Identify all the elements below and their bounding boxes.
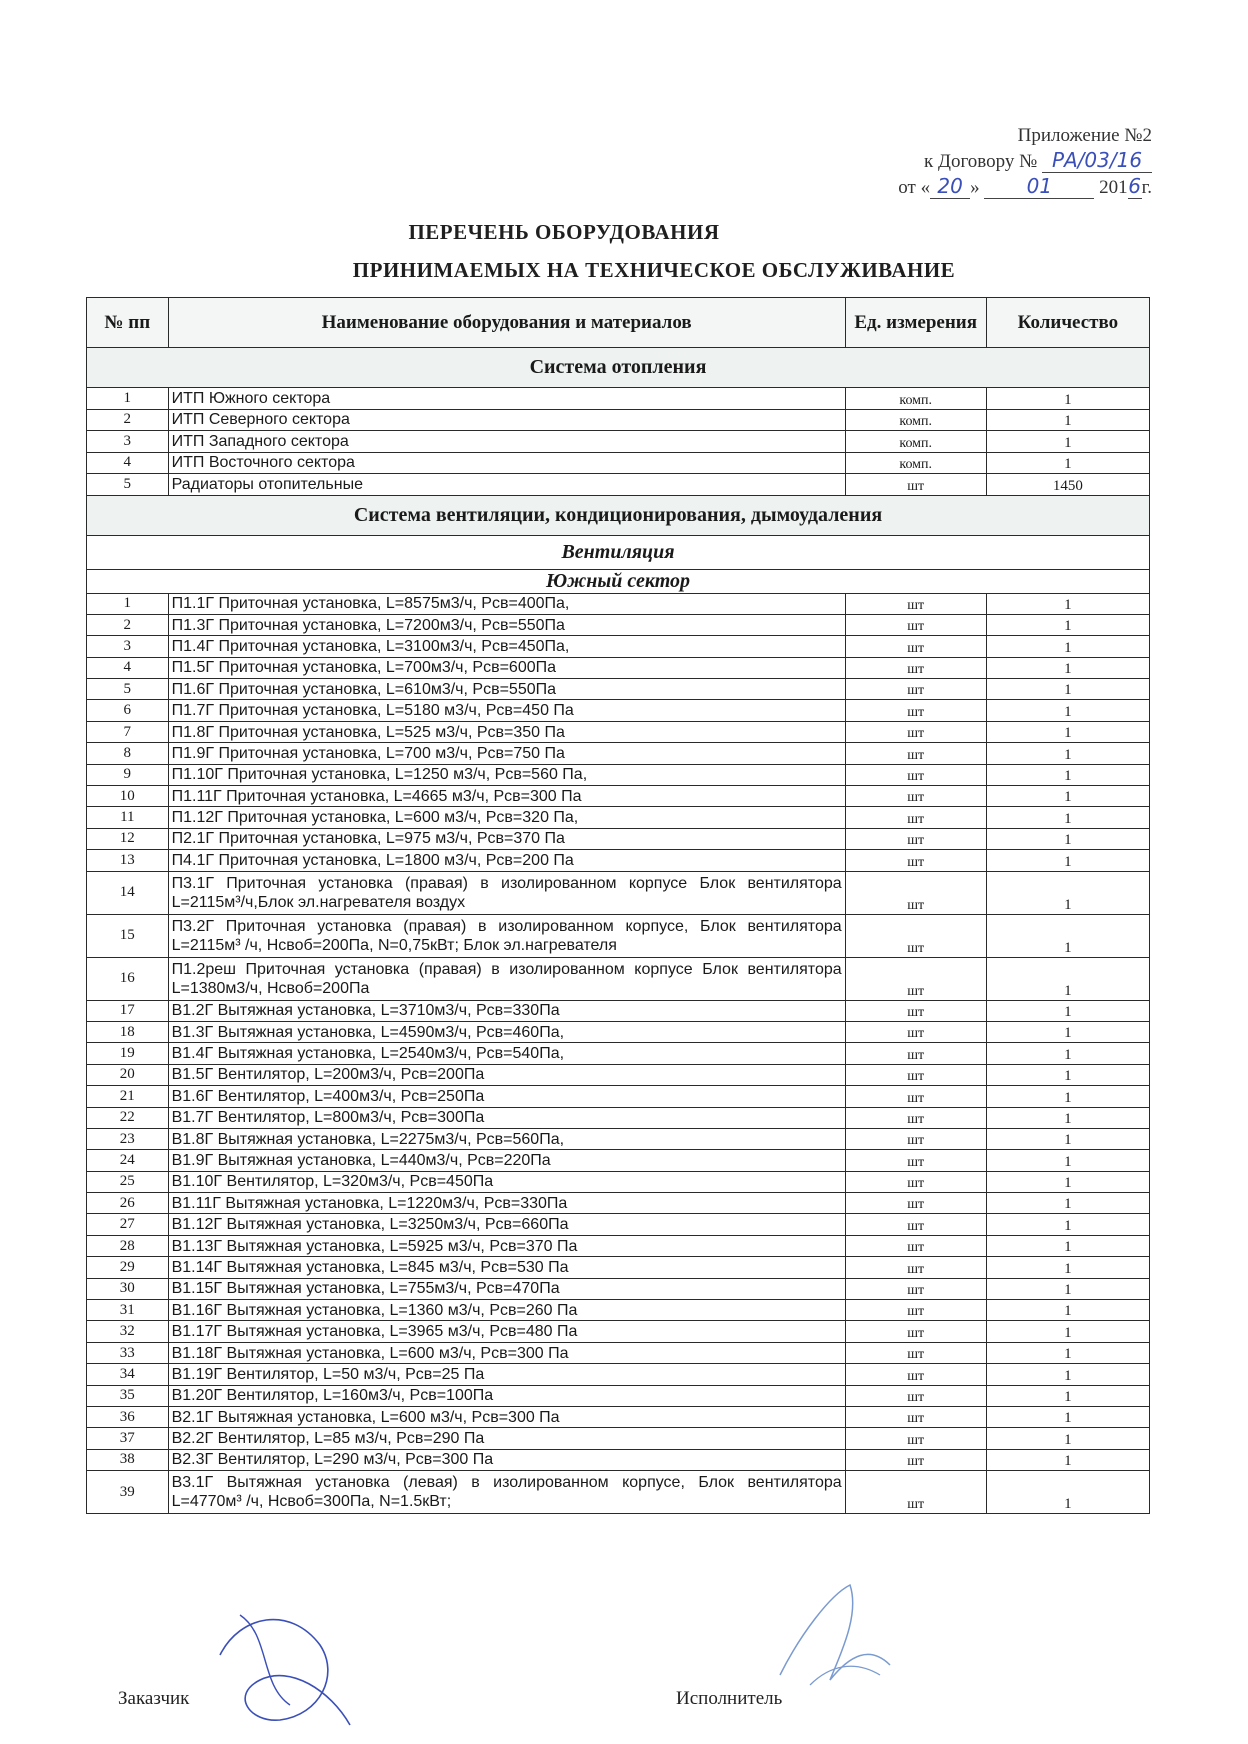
contract-line xyxy=(898,148,1152,174)
row-unit: шт xyxy=(845,1128,986,1149)
row-quantity: 1 xyxy=(986,850,1149,871)
section-heating xyxy=(87,348,1150,388)
row-number: 31 xyxy=(87,1300,169,1321)
table-row xyxy=(87,743,1150,764)
table-row xyxy=(87,1193,1150,1214)
row-name: П2.1Г Приточная установка, L=975 м3/ч, Pсв=370 Па xyxy=(168,828,845,849)
date-mid: » xyxy=(970,177,980,198)
row-quantity: 1 xyxy=(986,786,1149,807)
row-number: 29 xyxy=(87,1257,169,1278)
date-day: 20 xyxy=(930,174,970,199)
row-name: В1.2Г Вытяжная установка, L=3710м3/ч, Pсв=330Па xyxy=(168,1000,845,1021)
row-unit: шт xyxy=(845,828,986,849)
table-row xyxy=(87,452,1150,474)
row-number: 14 xyxy=(87,871,169,914)
row-quantity: 1450 xyxy=(986,474,1149,496)
row-unit: шт xyxy=(845,764,986,785)
row-quantity: 1 xyxy=(986,871,1149,914)
row-number: 1 xyxy=(87,593,169,614)
row-quantity: 1 xyxy=(986,1193,1149,1214)
row-quantity: 1 xyxy=(986,1342,1149,1363)
table-row xyxy=(87,1428,1150,1449)
table-row xyxy=(87,1128,1150,1149)
appendix-block xyxy=(898,124,1152,200)
row-unit: шт xyxy=(845,957,986,1000)
row-name: ИТП Восточного сектора xyxy=(168,452,845,474)
row-unit: шт xyxy=(845,593,986,614)
row-name: В1.13Г Вытяжная установка, L=5925 м3/ч, Pсв=370 Па xyxy=(168,1235,845,1256)
table-row xyxy=(87,1471,1150,1514)
table-row xyxy=(87,850,1150,871)
customer-label: Заказчик xyxy=(118,1688,190,1709)
row-number: 8 xyxy=(87,743,169,764)
row-name: В1.7Г Вентилятор, L=800м3/ч, Pсв=300Па xyxy=(168,1107,845,1128)
row-name: П4.1Г Приточная установка, L=1800 м3/ч, Pсв=200 Па xyxy=(168,850,845,871)
row-number: 2 xyxy=(87,614,169,635)
table-row xyxy=(87,409,1150,431)
row-quantity: 1 xyxy=(986,764,1149,785)
row-name: В1.10Г Вентилятор, L=320м3/ч, Pсв=450Па xyxy=(168,1171,845,1192)
document-subtitle: ПРИНИМАЕМЫХ НА ТЕХНИЧЕСКОЕ ОБСЛУЖИВАНИЕ xyxy=(352,258,956,282)
row-name: П3.2Г Приточная установка (правая) в изолированном корпусе, Блок вентилятора L=2115м³ /ч, Нсвоб=200Па, N=0,75кВт; Блок эл.нагревателя xyxy=(168,914,845,957)
row-name: Радиаторы отопительные xyxy=(168,474,845,496)
row-name: В1.4Г Вытяжная установка, L=2540м3/ч, Pсв=540Па, xyxy=(168,1043,845,1064)
row-quantity: 1 xyxy=(986,1257,1149,1278)
row-number: 25 xyxy=(87,1171,169,1192)
row-unit: шт xyxy=(845,807,986,828)
row-unit: шт xyxy=(845,871,986,914)
row-number: 5 xyxy=(87,679,169,700)
row-unit: шт xyxy=(845,1043,986,1064)
row-number: 34 xyxy=(87,1364,169,1385)
year-digit: 6 xyxy=(1128,174,1141,198)
row-unit: шт xyxy=(845,636,986,657)
section-ventilation xyxy=(87,495,1150,535)
row-quantity: 1 xyxy=(986,1150,1149,1171)
header-qty: Количество xyxy=(986,298,1149,348)
row-quantity: 1 xyxy=(986,1407,1149,1428)
row-name: П1.11Г Приточная установка, L=4665 м3/ч, Pсв=300 Па xyxy=(168,786,845,807)
row-unit: шт xyxy=(845,1321,986,1342)
table-header-row xyxy=(87,298,1150,348)
row-name: В1.16Г Вытяжная установка, L=1360 м3/ч, Pсв=260 Па xyxy=(168,1300,845,1321)
row-quantity: 1 xyxy=(986,1086,1149,1107)
row-number: 23 xyxy=(87,1128,169,1149)
row-name: П1.4Г Приточная установка, L=3100м3/ч, Pсв=450Па, xyxy=(168,636,845,657)
header-num: № пп xyxy=(87,298,169,348)
subsection-ventilation xyxy=(87,535,1150,569)
table-row xyxy=(87,1300,1150,1321)
table-row xyxy=(87,1364,1150,1385)
row-unit: шт xyxy=(845,1214,986,1235)
row-number: 22 xyxy=(87,1107,169,1128)
table-row xyxy=(87,1107,1150,1128)
row-quantity: 1 xyxy=(986,1321,1149,1342)
row-quantity: 1 xyxy=(986,807,1149,828)
table-row xyxy=(87,636,1150,657)
row-unit: шт xyxy=(845,1449,986,1470)
row-number: 12 xyxy=(87,828,169,849)
row-number: 11 xyxy=(87,807,169,828)
row-name: П1.9Г Приточная установка, L=700 м3/ч, Pсв=750 Па xyxy=(168,743,845,764)
row-quantity: 1 xyxy=(986,828,1149,849)
row-unit: шт xyxy=(845,1407,986,1428)
row-quantity: 1 xyxy=(986,1235,1149,1256)
year-prefix: 201 xyxy=(1099,177,1128,198)
row-name: В2.2Г Вентилятор, L=85 м3/ч, Pсв=290 Па xyxy=(168,1428,845,1449)
row-quantity: 1 xyxy=(986,1278,1149,1299)
row-number: 33 xyxy=(87,1342,169,1363)
header-name: Наименование оборудования и материалов xyxy=(168,298,845,348)
row-number: 6 xyxy=(87,700,169,721)
row-name: П3.1Г Приточная установка (правая) в изолированном корпусе Блок вентилятора L=2115м³/ч,Блок эл.нагревателя воздух xyxy=(168,871,845,914)
row-unit: шт xyxy=(845,786,986,807)
row-number: 4 xyxy=(87,657,169,678)
row-number: 9 xyxy=(87,764,169,785)
row-name: ИТП Северного сектора xyxy=(168,409,845,431)
document-title: ПЕРЕЧЕНЬ ОБОРУДОВАНИЯ xyxy=(408,220,720,244)
row-quantity: 1 xyxy=(986,1385,1149,1406)
table-row xyxy=(87,1043,1150,1064)
row-name: ИТП Западного сектора xyxy=(168,431,845,453)
row-number: 3 xyxy=(87,636,169,657)
table-row xyxy=(87,1214,1150,1235)
contract-number: РА/03/16 xyxy=(1042,148,1152,173)
table-row xyxy=(87,700,1150,721)
row-quantity: 1 xyxy=(986,636,1149,657)
row-unit: шт xyxy=(845,1300,986,1321)
row-name: ИТП Южного сектора xyxy=(168,388,845,410)
year-suffix: г. xyxy=(1141,177,1152,198)
row-number: 10 xyxy=(87,786,169,807)
row-name: П1.7Г Приточная установка, L=5180 м3/ч, Pсв=450 Па xyxy=(168,700,845,721)
row-quantity: 1 xyxy=(986,1471,1149,1514)
row-name: В3.1Г Вытяжная установка (левая) в изолированном корпусе, Блок вентилятора L=4770м³ /ч, Нсвоб=300Па, N=1.5кВт; xyxy=(168,1471,845,1514)
row-number: 26 xyxy=(87,1193,169,1214)
row-quantity: 1 xyxy=(986,721,1149,742)
row-number: 36 xyxy=(87,1407,169,1428)
table-row xyxy=(87,1235,1150,1256)
row-quantity: 1 xyxy=(986,1064,1149,1085)
table-row xyxy=(87,1000,1150,1021)
row-name: В1.9Г Вытяжная установка, L=440м3/ч, Pсв=220Па xyxy=(168,1150,845,1171)
row-quantity: 1 xyxy=(986,1300,1149,1321)
row-quantity: 1 xyxy=(986,914,1149,957)
row-quantity: 1 xyxy=(986,700,1149,721)
row-number: 20 xyxy=(87,1064,169,1085)
row-number: 19 xyxy=(87,1043,169,1064)
table-row xyxy=(87,1150,1150,1171)
row-name: П1.6Г Приточная установка, L=610м3/ч, Pсв=550Па xyxy=(168,679,845,700)
row-quantity: 1 xyxy=(986,1107,1149,1128)
row-quantity: 1 xyxy=(986,388,1149,410)
row-unit: комп. xyxy=(845,452,986,474)
row-unit: шт xyxy=(845,474,986,496)
row-unit: шт xyxy=(845,1235,986,1256)
table-row xyxy=(87,1021,1150,1042)
date-prefix: от « xyxy=(898,177,931,198)
row-quantity: 1 xyxy=(986,593,1149,614)
table-row xyxy=(87,957,1150,1000)
row-unit: шт xyxy=(845,1021,986,1042)
table-row xyxy=(87,679,1150,700)
row-number: 32 xyxy=(87,1321,169,1342)
section-heating-title: Система отопления xyxy=(87,348,1150,388)
row-quantity: 1 xyxy=(986,1171,1149,1192)
row-quantity: 1 xyxy=(986,1021,1149,1042)
row-unit: шт xyxy=(845,1471,986,1514)
table-row xyxy=(87,807,1150,828)
row-unit: шт xyxy=(845,1086,986,1107)
table-row xyxy=(87,1086,1150,1107)
table-row xyxy=(87,1342,1150,1363)
row-number: 7 xyxy=(87,721,169,742)
row-number: 2 xyxy=(87,409,169,431)
row-unit: шт xyxy=(845,1064,986,1085)
row-number: 37 xyxy=(87,1428,169,1449)
row-quantity: 1 xyxy=(986,431,1149,453)
row-unit: шт xyxy=(845,657,986,678)
table-row xyxy=(87,474,1150,496)
row-name: В1.12Г Вытяжная установка, L=3250м3/ч, Pсв=660Па xyxy=(168,1214,845,1235)
row-name: В1.3Г Вытяжная установка, L=4590м3/ч, Pсв=460Па, xyxy=(168,1021,845,1042)
row-unit: шт xyxy=(845,679,986,700)
table-row xyxy=(87,786,1150,807)
table-row xyxy=(87,871,1150,914)
row-quantity: 1 xyxy=(986,1128,1149,1149)
table-row xyxy=(87,764,1150,785)
row-name: В1.11Г Вытяжная установка, L=1220м3/ч, Pсв=330Па xyxy=(168,1193,845,1214)
table-row xyxy=(87,828,1150,849)
row-unit: шт xyxy=(845,700,986,721)
row-unit: шт xyxy=(845,721,986,742)
row-quantity: 1 xyxy=(986,1000,1149,1021)
row-name: П1.1Г Приточная установка, L=8575м3/ч, Pсв=400Па, xyxy=(168,593,845,614)
table-row xyxy=(87,614,1150,635)
table-row xyxy=(87,1321,1150,1342)
row-name: В2.3Г Вентилятор, L=290 м3/ч, Pсв=300 Па xyxy=(168,1449,845,1470)
row-number: 5 xyxy=(87,474,169,496)
row-unit: шт xyxy=(845,1000,986,1021)
row-quantity: 1 xyxy=(986,1364,1149,1385)
row-number: 1 xyxy=(87,388,169,410)
table-row xyxy=(87,431,1150,453)
row-quantity: 1 xyxy=(986,743,1149,764)
row-number: 13 xyxy=(87,850,169,871)
row-number: 16 xyxy=(87,957,169,1000)
table-row xyxy=(87,1171,1150,1192)
table-row xyxy=(87,1064,1150,1085)
table-row xyxy=(87,388,1150,410)
row-name: В1.15Г Вытяжная установка, L=755м3/ч, Pсв=470Па xyxy=(168,1278,845,1299)
row-name: В1.20Г Вентилятор, L=160м3/ч, Pсв=100Па xyxy=(168,1385,845,1406)
row-name: В1.18Г Вытяжная установка, L=600 м3/ч, Pсв=300 Па xyxy=(168,1342,845,1363)
row-number: 3 xyxy=(87,431,169,453)
table-row xyxy=(87,721,1150,742)
table-row xyxy=(87,1385,1150,1406)
row-quantity: 1 xyxy=(986,409,1149,431)
row-unit: шт xyxy=(845,1278,986,1299)
row-name: В1.8Г Вытяжная установка, L=2275м3/ч, Pсв=560Па, xyxy=(168,1128,845,1149)
row-unit: шт xyxy=(845,1428,986,1449)
contract-prefix: к Договору № xyxy=(924,151,1038,172)
row-unit: шт xyxy=(845,1150,986,1171)
table-row xyxy=(87,593,1150,614)
row-unit: шт xyxy=(845,1171,986,1192)
subsection-south-sector xyxy=(87,569,1150,593)
row-number: 21 xyxy=(87,1086,169,1107)
row-unit: шт xyxy=(845,914,986,957)
row-name: П1.5Г Приточная установка, L=700м3/ч, Pсв=600Па xyxy=(168,657,845,678)
table-row xyxy=(87,1278,1150,1299)
contractor-signature xyxy=(770,1575,900,1695)
row-number: 15 xyxy=(87,914,169,957)
row-unit: шт xyxy=(845,1257,986,1278)
row-unit: шт xyxy=(845,614,986,635)
row-number: 35 xyxy=(87,1385,169,1406)
date-line xyxy=(898,174,1152,200)
row-unit: шт xyxy=(845,1193,986,1214)
table-row xyxy=(87,1449,1150,1470)
row-quantity: 1 xyxy=(986,1214,1149,1235)
row-unit: шт xyxy=(845,1385,986,1406)
row-quantity: 1 xyxy=(986,679,1149,700)
table-row xyxy=(87,1257,1150,1278)
row-name: П1.12Г Приточная установка, L=600 м3/ч, Pсв=320 Па, xyxy=(168,807,845,828)
row-unit: шт xyxy=(845,1364,986,1385)
row-unit: шт xyxy=(845,1107,986,1128)
row-number: 38 xyxy=(87,1449,169,1470)
row-unit: комп. xyxy=(845,409,986,431)
header-unit: Ед. измерения xyxy=(845,298,986,348)
row-name: В1.19Г Вентилятор, L=50 м3/ч, Pсв=25 Па xyxy=(168,1364,845,1385)
row-quantity: 1 xyxy=(986,1043,1149,1064)
row-name: В1.17Г Вытяжная установка, L=3965 м3/ч, Pсв=480 Па xyxy=(168,1321,845,1342)
row-quantity: 1 xyxy=(986,1428,1149,1449)
row-quantity: 1 xyxy=(986,657,1149,678)
row-name: В2.1Г Вытяжная установка, L=600 м3/ч, Pсв=300 Па xyxy=(168,1407,845,1428)
customer-signature xyxy=(200,1595,360,1735)
row-unit: шт xyxy=(845,743,986,764)
row-number: 27 xyxy=(87,1214,169,1235)
row-name: В1.5Г Вентилятор, L=200м3/ч, Pсв=200Па xyxy=(168,1064,845,1085)
row-unit: шт xyxy=(845,850,986,871)
subsection-ventilation-title: Вентиляция xyxy=(87,535,1150,569)
row-number: 4 xyxy=(87,452,169,474)
row-name: П1.10Г Приточная установка, L=1250 м3/ч, Pсв=560 Па, xyxy=(168,764,845,785)
row-number: 39 xyxy=(87,1471,169,1514)
row-name: П1.2реш Приточная установка (правая) в изолированном корпусе Блок вентилятора L=1380м3/ч, Нсвоб=200Па xyxy=(168,957,845,1000)
row-quantity: 1 xyxy=(986,1449,1149,1470)
table-row xyxy=(87,1407,1150,1428)
row-name: П1.8Г Приточная установка, L=525 м3/ч, Pсв=350 Па xyxy=(168,721,845,742)
row-number: 24 xyxy=(87,1150,169,1171)
row-name: В1.14Г Вытяжная установка, L=845 м3/ч, Pсв=530 Па xyxy=(168,1257,845,1278)
row-number: 17 xyxy=(87,1000,169,1021)
row-unit: комп. xyxy=(845,388,986,410)
row-quantity: 1 xyxy=(986,452,1149,474)
section-ventilation-title: Система вентиляции, кондиционирования, дымоудаления xyxy=(87,495,1150,535)
table-row xyxy=(87,914,1150,957)
row-unit: комп. xyxy=(845,431,986,453)
row-quantity: 1 xyxy=(986,614,1149,635)
row-number: 18 xyxy=(87,1021,169,1042)
row-name: П1.3Г Приточная установка, L=7200м3/ч, Pсв=550Па xyxy=(168,614,845,635)
date-month: 01 xyxy=(984,174,1094,199)
row-number: 30 xyxy=(87,1278,169,1299)
row-name: В1.6Г Вентилятор, L=400м3/ч, Pсв=250Па xyxy=(168,1086,845,1107)
row-unit: шт xyxy=(845,1342,986,1363)
row-number: 28 xyxy=(87,1235,169,1256)
appendix-label: Приложение №2 xyxy=(1017,125,1152,146)
table-row xyxy=(87,657,1150,678)
equipment-table xyxy=(86,297,1150,1514)
subsection-south-sector-title: Южный сектор xyxy=(87,569,1150,593)
contractor-label: Исполнитель xyxy=(676,1688,783,1709)
row-quantity: 1 xyxy=(986,957,1149,1000)
